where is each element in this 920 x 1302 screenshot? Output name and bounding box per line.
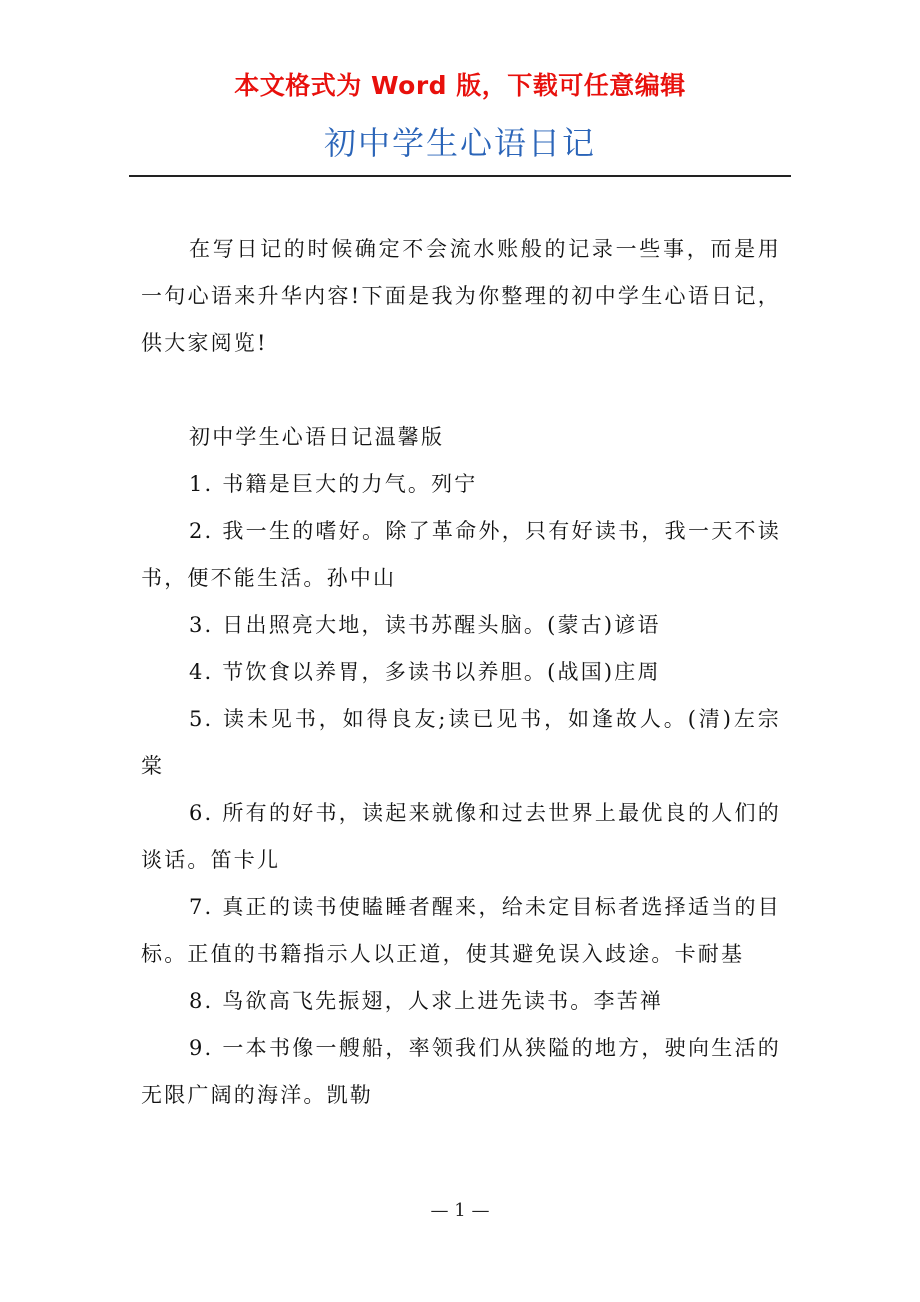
intro-paragraph: 在写日记的时候确定不会流水账般的记录一些事，而是用一句心语来升华内容!下面是我为你整理的初中学生心语日记，供大家阅览! <box>141 237 781 355</box>
list-item: 5. 读未见书，如得良友;读已见书，如逢故人。(清)左宗棠 <box>141 707 781 778</box>
list-item: 4. 节饮食以养胃，多读书以养胆。(战国)庄周 <box>189 660 661 684</box>
list-item: 9. 一本书像一艘船，率领我们从狭隘的地方，驶向生活的无限广阔的海洋。凯勒 <box>141 1036 781 1107</box>
format-notice-banner: 本文格式为 Word 版，下载可任意编辑 <box>234 71 686 100</box>
document-title: 初中学生心语日记 <box>323 124 596 162</box>
document-body <box>141 226 781 1119</box>
title-divider <box>129 175 791 177</box>
list-item: 7. 真正的读书使瞌睡者醒来，给未定目标者选择适当的目标。正值的书籍指示人以正道，使其避免误入歧途。卡耐基 <box>141 895 781 966</box>
list-item: 2. 我一生的嗜好。除了革命外，只有好读书，我一天不读书，便不能生活。孙中山 <box>141 519 781 590</box>
list-item: 3. 日出照亮大地，读书苏醒头脑。(蒙古)谚语 <box>189 613 661 637</box>
list-item: 8. 鸟欲高飞先振翅，人求上进先读书。李苦禅 <box>189 989 664 1013</box>
list-item: 6. 所有的好书，读起来就像和过去世界上最优良的人们的谈话。笛卡儿 <box>141 801 781 872</box>
section-heading: 初中学生心语日记温馨版 <box>189 425 445 449</box>
page-number: — 1 — <box>430 1200 490 1221</box>
list-item: 1. 书籍是巨大的力气。列宁 <box>189 472 478 496</box>
